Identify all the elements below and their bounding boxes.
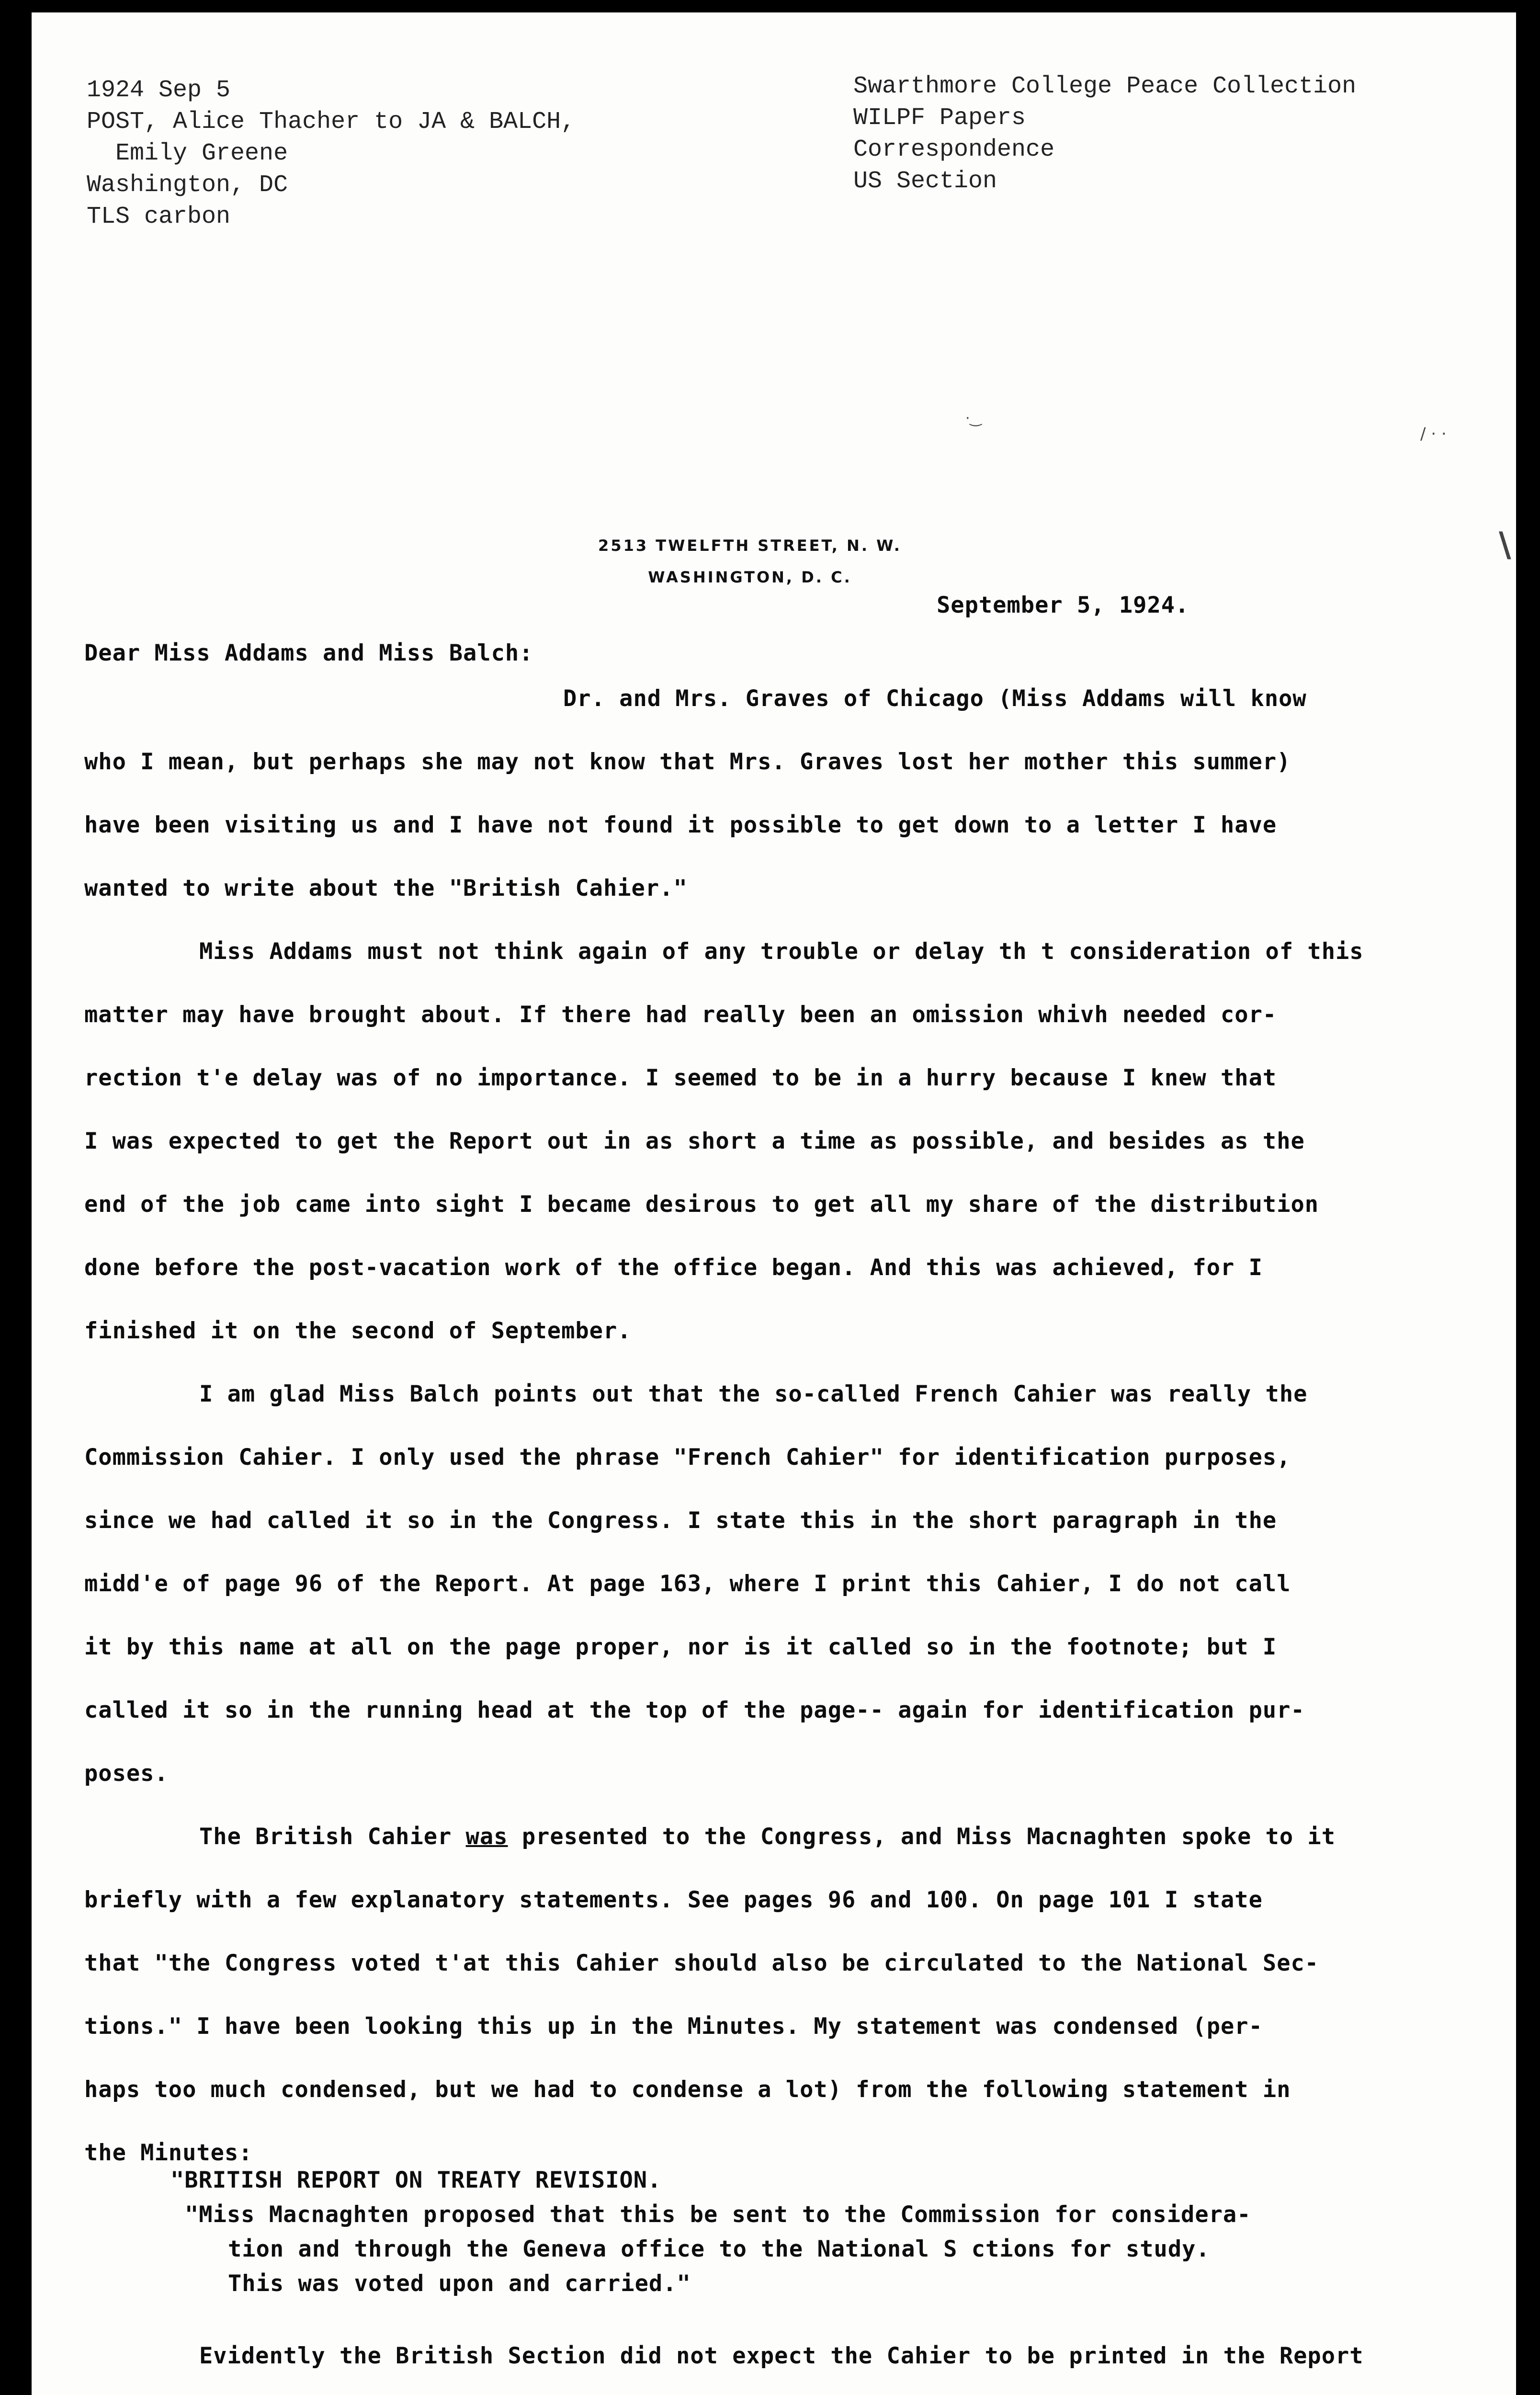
body-line: poses. — [84, 1760, 169, 1787]
catalog-format: TLS carbon — [87, 203, 231, 230]
body-line: rection t'e delay was of no importance. I seemed to be in a hurry because I knew that — [84, 1065, 1277, 1091]
catalog-correspondents: POST, Alice Thacher to JA & BALCH, — [87, 108, 576, 136]
salutation: Dear Miss Addams and Miss Balch: — [84, 640, 533, 666]
stray-mark: ·‿ — [965, 410, 982, 427]
body-line: end of the job came into sight I became desirous to get all my share of the distribution — [84, 1191, 1319, 1218]
body-line: I am glad Miss Balch points out that the so-called French Cahier was really the — [199, 1381, 1308, 1407]
body-line: haps too much condensed, but we had to condense a lot) from the following statement in — [84, 2076, 1291, 2103]
body-line: midd'e of page 96 of the Report. At page 163, where I print this Cahier, I do not call — [84, 1571, 1291, 1597]
letter-body — [84, 667, 1463, 2185]
catalog-label-left — [87, 75, 575, 233]
catalog-papers: WILPF Papers — [853, 104, 1026, 132]
catalog-section: US Section — [853, 168, 997, 195]
body-line: the Minutes: — [84, 2140, 253, 2166]
catalog-collection: Swarthmore College Peace Collection — [853, 73, 1357, 100]
underlined-word: was — [465, 1824, 508, 1850]
letter-page — [32, 12, 1516, 2395]
body-line: I was expected to get the Report out in as short a time as possible, and besides as the — [84, 1128, 1305, 1154]
body-line: matter may have brought about. If there had really been an omission whivh needed cor- — [84, 1002, 1277, 1028]
body-line: wanted to write about the "British Cahier." — [84, 875, 688, 901]
catalog-date: 1924 Sep 5 — [87, 77, 231, 104]
body-line: The British Cahier was presented to the Congress, and Miss Macnaghten spoke to it — [199, 1824, 1336, 1850]
body-line: tions." I have been looking this up in the Minutes. My statement was condensed (per- — [84, 2013, 1263, 2040]
body-line: briefly with a few explanatory statements. See pages 96 and 100. On page 101 I state — [84, 1887, 1263, 1913]
body-line: Dr. and Mrs. Graves of Chicago (Miss Addams will know — [563, 685, 1307, 712]
body-line: Commission Cahier. I only used the phrase "French Cahier" for identification purposes, — [84, 1444, 1291, 1471]
quote-line: "BRITISH REPORT ON TREATY REVISION. — [170, 2167, 662, 2193]
body-line: have been visiting us and I have not found it possible to get down to a letter I have — [84, 812, 1277, 838]
body-line: since we had called it so in the Congress. I state this in the short paragraph in the — [84, 1507, 1277, 1534]
letter-date: September 5, 1924. — [937, 592, 1189, 618]
quote-line: This was voted upon and carried." — [228, 2270, 691, 2297]
body-line: called it so in the running head at the top of the page-- again for identification pur- — [84, 1697, 1305, 1723]
letterhead-street: 2513 TWELFTH STREET, N. W. — [598, 536, 902, 555]
quote-line: tion and through the Geneva office to the National S ctions for study. — [228, 2236, 1210, 2262]
quote-line: "Miss Macnaghten proposed that this be sent to the Commission for considera- — [185, 2201, 1251, 2228]
catalog-label-right — [853, 71, 1356, 197]
body-line: it by this name at all on the page proper, nor is it called so in the footnote; but I — [84, 1634, 1277, 1660]
body-line: Miss Addams must not think again of any trouble or delay th t consideration of this — [199, 938, 1364, 965]
stray-mark: \ — [1499, 525, 1511, 564]
catalog-series: Correspondence — [853, 136, 1055, 163]
letterhead-city: WASHINGTON, D. C. — [648, 568, 852, 586]
catalog-place: Washington, DC — [87, 171, 288, 199]
body-line: that "the Congress voted t'at this Cahier should also be circulated to the National Sec- — [84, 1950, 1319, 1976]
body-line: who I mean, but perhaps she may not know that Mrs. Graves lost her mother this summer) — [84, 749, 1291, 775]
closing-line: Evidently the British Section did not expect the Cahier to be printed in the Report — [199, 2343, 1364, 2369]
catalog-correspondents-cont: Emily Greene — [87, 140, 288, 167]
body-line: finished it on the second of September. — [84, 1318, 632, 1344]
minutes-quote — [170, 2163, 1251, 2301]
stray-mark: / · · — [1420, 424, 1447, 444]
body-line: done before the post-vacation work of the office began. And this was achieved, for I — [84, 1255, 1263, 1281]
letterhead-address — [582, 530, 917, 593]
